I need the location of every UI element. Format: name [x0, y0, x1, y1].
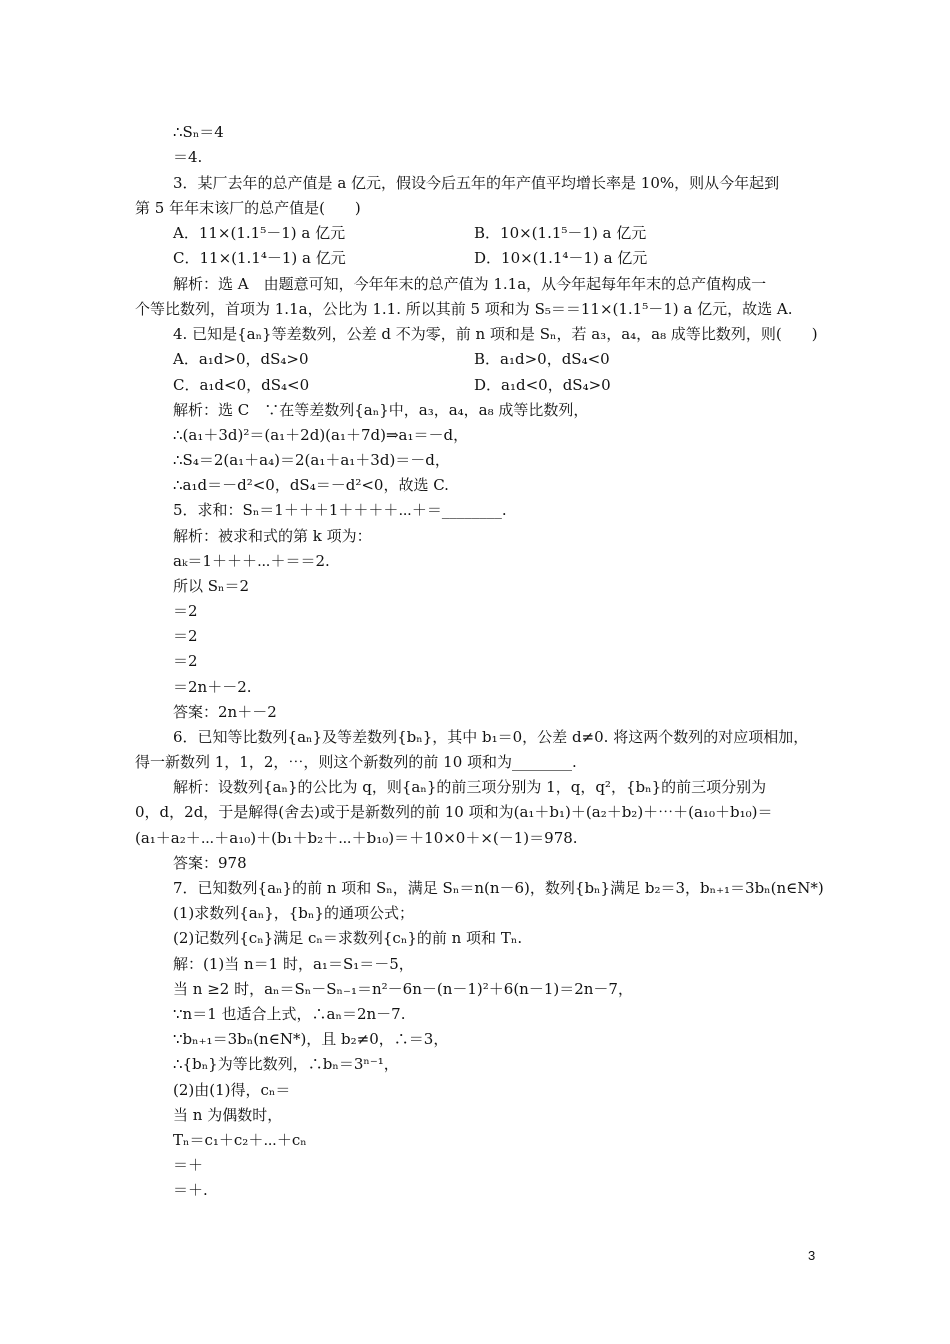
text-line: ＝＋ [173, 1156, 204, 1174]
option-d: D．10×(1.1⁴－1) a 亿元 [474, 249, 648, 267]
text-line: ∴(a₁＋3d)²＝(a₁＋2d)(a₁＋7d)⇒a₁＝－d， [173, 426, 469, 444]
text-line: aₖ＝1＋＋＋⋯＋＝＝2. [173, 552, 330, 570]
text-line: 所以 Sₙ＝2 [173, 577, 250, 595]
solution-6: 解析：设数列{aₙ}的公比为 q，则{aₙ}的前三项分别为 1，q，q²，{bₙ}的前三项分别为 [173, 778, 767, 796]
text-line: ＝4. [173, 148, 203, 166]
text-line: ＝＋. [173, 1181, 208, 1199]
option-c: C．11×(1.1⁴－1) a 亿元 [173, 249, 346, 267]
solution-3: 解析：选 A 由题意可知，今年年末的总产值为 1.1a，从今年起每年年末的总产值构成一 [173, 275, 767, 293]
page-number: 3 [808, 1248, 816, 1263]
answer-5: 答案：2n＋－2 [173, 703, 277, 721]
answer-6: 答案：978 [173, 854, 247, 872]
option-a: A．a₁d>0，dS₄>0 [173, 350, 309, 368]
text-line: ＝2 [173, 652, 198, 670]
question-5: 5．求和：Sₙ＝1＋＋＋1＋＋＋＋⋯＋＝________. [173, 501, 507, 519]
text-line: 0，d，2d，于是解得(舍去)或于是新数列的前 10 项和为(a₁＋b₁)＋(a₂＋b₂)＋⋯＋(a₁₀＋b₁₀)＝ [135, 803, 773, 821]
option-a: A．11×(1.1⁵－1) a 亿元 [173, 224, 346, 242]
solution-7: 解：(1)当 n＝1 时，a₁＝S₁＝－5， [173, 955, 414, 973]
text-line: (a₁＋a₂＋⋯＋a₁₀)＋(b₁＋b₂＋⋯＋b₁₀)＝＋10×0＋×(－1)＝978. [135, 829, 578, 847]
text-line: ∵n＝1 也适合上式，∴aₙ＝2n－7. [173, 1005, 406, 1023]
text-line: ＝2 [173, 602, 198, 620]
text-line: ∵bₙ₊₁＝3bₙ(n∈N*)，且 b₂≠0，∴＝3， [173, 1030, 449, 1048]
question-3: 3．某厂去年的总产值是 a 亿元，假设今后五年的年产值平均增长率是 10%，则从今年起到 [173, 174, 780, 192]
text-line: Tₙ＝c₁＋c₂＋⋯＋cₙ [173, 1131, 307, 1149]
solution-4: 解析：选 C ∵在等差数列{aₙ}中，a₃，a₄，a₈ 成等比数列， [173, 401, 589, 419]
text-line: ＝2n＋－2. [173, 678, 252, 696]
text-line: 第 5 年年末该厂的总产值是( ) [135, 199, 361, 217]
text-line: ∴Sₙ＝4 [173, 123, 224, 141]
text-line: 个等比数列，首项为 1.1a，公比为 1.1. 所以其前 5 项和为 S₅＝＝11×(1.1⁵－1) a 亿元，故选 A. [135, 300, 793, 318]
text-line: ＝2 [173, 627, 198, 645]
option-b: B．a₁d>0，dS₄<0 [474, 350, 610, 368]
text-line: ∴S₄＝2(a₁＋a₄)＝2(a₁＋a₁＋3d)＝－d， [173, 451, 450, 469]
question-4: 4. 已知是{aₙ}等差数列，公差 d 不为零，前 n 项和是 Sₙ，若 a₃，a₄，a₈ 成等比数列，则( ) [173, 325, 818, 343]
text-line: (2)记数列{cₙ}满足 cₙ＝求数列{cₙ}的前 n 项和 Tₙ. [173, 929, 523, 947]
question-6: 6．已知等比数列{aₙ}及等差数列{bₙ}，其中 b₁＝0，公差 d≠0. 将这两个数列的对应项相加， [173, 728, 809, 746]
option-d: D．a₁d<0，dS₄>0 [474, 376, 611, 394]
text-line: 当 n ≥2 时，aₙ＝Sₙ－Sₙ₋₁＝n²－6n－(n－1)²＋6(n－1)＝2n－7， [173, 980, 633, 998]
text-line: (1)求数列{aₙ}，{bₙ}的通项公式； [173, 904, 414, 922]
solution-5: 解析：被求和式的第 k 项为： [173, 527, 372, 545]
text-line: 得一新数列 1，1，2，⋯，则这个新数列的前 10 项和为________. [135, 753, 577, 771]
text-line: 当 n 为偶数时， [173, 1106, 283, 1124]
text-line: (2)由(1)得，cₙ＝ [173, 1081, 291, 1099]
option-c: C．a₁d<0，dS₄<0 [173, 376, 310, 394]
option-b: B．10×(1.1⁵－1) a 亿元 [474, 224, 647, 242]
text-line: ∴a₁d＝－d²<0，dS₄＝－d²<0，故选 C. [173, 476, 449, 494]
text-line: ∴{bₙ}为等比数列，∴bₙ＝3ⁿ⁻¹， [173, 1055, 399, 1073]
question-7: 7．已知数列{aₙ}的前 n 项和 Sₙ，满足 Sₙ＝n(n－6)，数列{bₙ}满足 b₂＝3，bₙ₊₁＝3bₙ(n∈N*) [173, 879, 824, 897]
